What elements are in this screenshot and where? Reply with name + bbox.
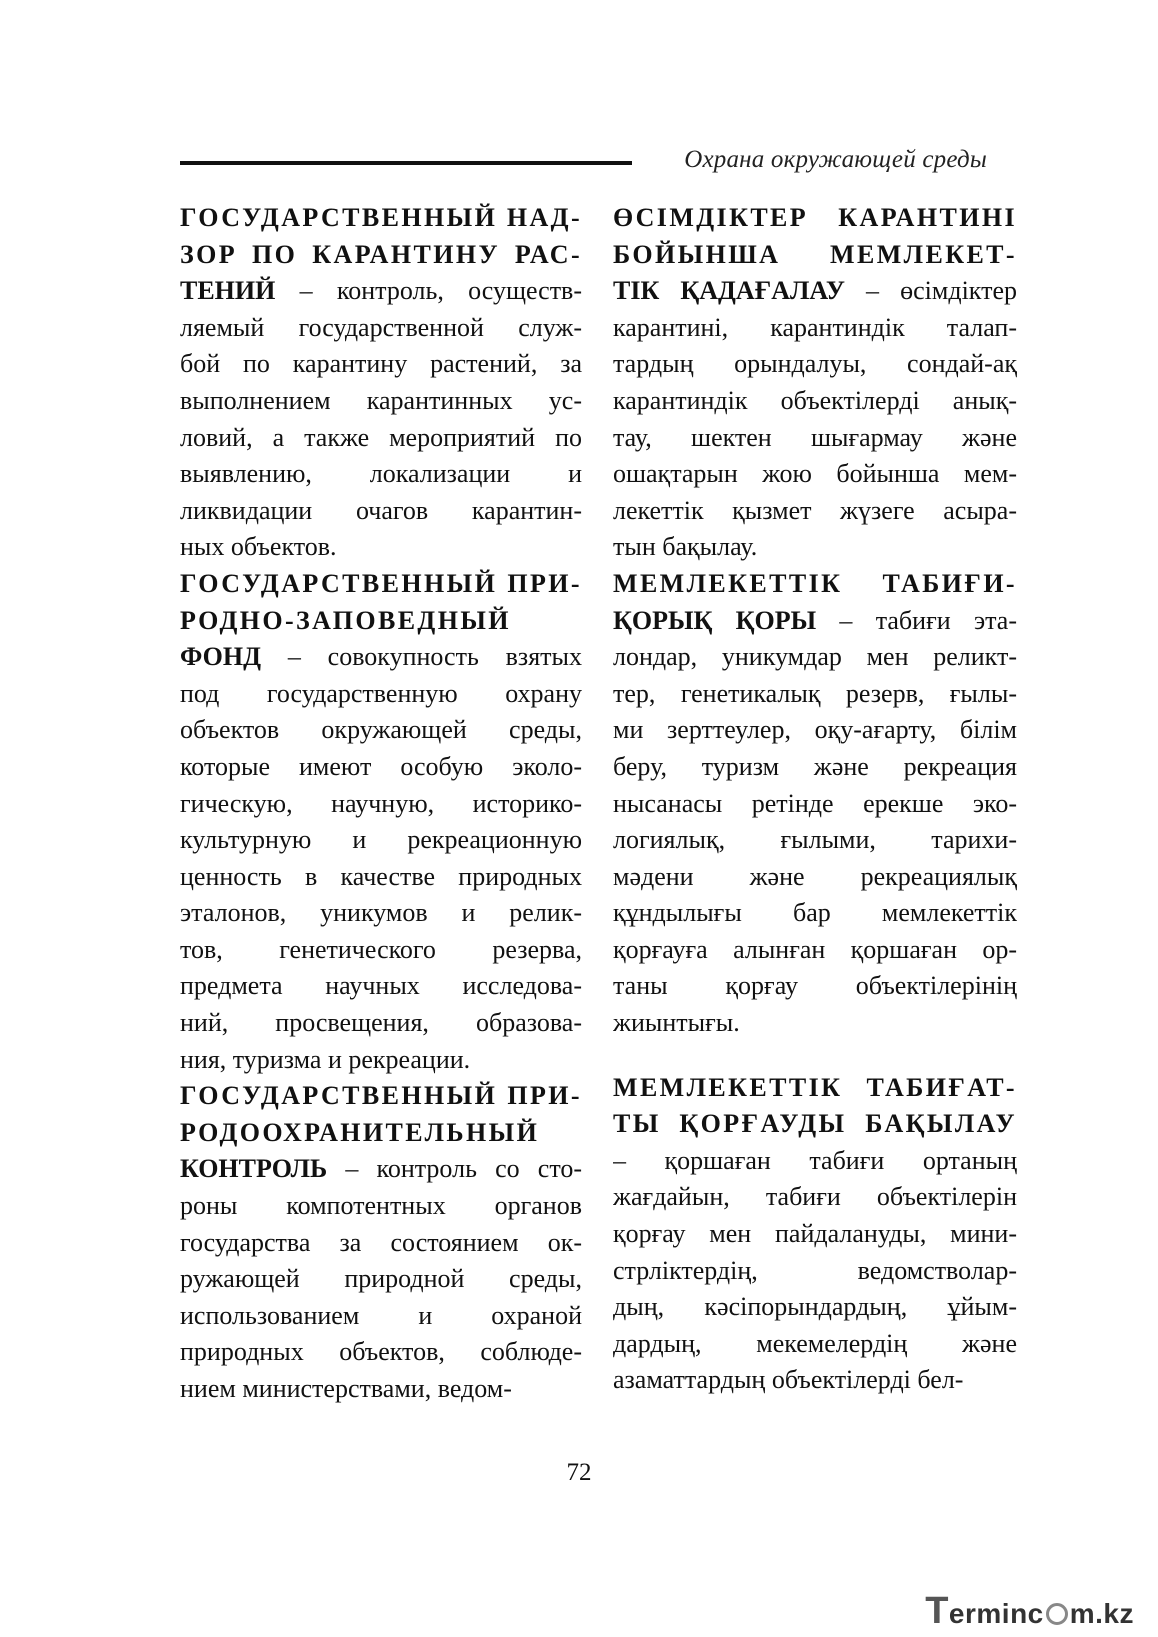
text-line (180, 639, 582, 676)
text-line (613, 1143, 1017, 1180)
dictionary-entry (613, 200, 1017, 566)
text-line (180, 200, 582, 237)
entry-definition: стрліктердің, ведомстволар- (613, 1255, 1017, 1285)
text-line (613, 383, 1017, 420)
entry-definition: тын бақылау. (613, 532, 758, 562)
site-watermark (925, 1590, 1134, 1633)
text-line (613, 1289, 1017, 1326)
watermark-suffix: m.kz (1069, 1598, 1134, 1629)
text-line (613, 786, 1017, 823)
entry-term: МЕМЛЕКЕТТІК ТАБИҒАТ- (613, 1072, 1017, 1102)
entry-definition: природных объектов, соблюде- (180, 1337, 582, 1367)
entry-term: КОНТРОЛЬ (180, 1154, 328, 1184)
text-line (613, 420, 1017, 457)
entry-definition: жиынтығы. (613, 1008, 740, 1038)
entry-definition: ловий, а также мероприятий по (180, 422, 582, 452)
dictionary-entry (613, 566, 1017, 1042)
text-line (613, 1070, 1017, 1107)
text-line (613, 603, 1017, 640)
entry-definition: – өсімдіктер (844, 276, 1017, 306)
text-line (613, 932, 1017, 969)
text-line (180, 1151, 582, 1188)
text-line (180, 493, 582, 530)
entry-definition: эталонов, уникумов и релик- (180, 898, 582, 928)
entry-term: ГОСУДАРСТВЕННЫЙ НАД- (180, 203, 582, 232)
text-line (180, 859, 582, 896)
text-line (613, 493, 1017, 530)
entry-term: РОДНО-ЗАПОВЕДНЫЙ (180, 605, 511, 635)
text-line (613, 859, 1017, 896)
text-line (613, 1179, 1017, 1216)
entry-definition: лекеттік қызмет жүзеге асыра- (613, 495, 1017, 525)
entry-term: ҚОРЫҚ ҚОРЫ (613, 605, 817, 635)
entry-definition: тер, генетикалық резерв, ғылы- (613, 678, 1017, 708)
text-line (613, 676, 1017, 713)
entry-definition: гическую, научную, историко- (180, 788, 582, 818)
entry-term: ГОСУДАРСТВЕННЫЙ ПРИ- (180, 1081, 582, 1111)
text-line (180, 456, 582, 493)
entry-definition: ружающей природной среды, (180, 1264, 582, 1294)
text-line (613, 456, 1017, 493)
dictionary-entry (180, 200, 582, 566)
entry-definition: ценность в качестве природных (180, 861, 582, 891)
entry-definition: – қоршаған табиғи ортаның (613, 1145, 1017, 1175)
text-line (613, 200, 1017, 237)
entry-definition: выявлению, локализации и (180, 459, 582, 489)
text-line (180, 749, 582, 786)
entry-definition: жағдайын, табиғи объектілерін (613, 1182, 1017, 1212)
entry-definition: использованием и охраной (180, 1300, 582, 1330)
entry-gap (613, 1042, 1017, 1070)
entry-definition: қорғауға алынған қоршаған ор- (613, 934, 1017, 964)
watermark-middle: erminc (948, 1598, 1044, 1629)
text-line (180, 420, 582, 457)
text-line (180, 1261, 582, 1298)
entry-definition: которые имеют особую эколо- (180, 751, 582, 781)
text-line (180, 1334, 582, 1371)
text-line (613, 1326, 1017, 1363)
text-line (180, 1005, 582, 1042)
running-title: Охрана окружающей среды (684, 146, 987, 173)
entry-definition: таны қорғау объектілерінің (613, 971, 1017, 1001)
entry-definition: карантині, карантиндік талап- (613, 312, 1017, 342)
text-line (613, 310, 1017, 347)
text-line (180, 1298, 582, 1335)
entry-definition: азаматтардың объектілерді бел- (613, 1365, 964, 1395)
entry-definition: объектов окружающей среды, (180, 715, 582, 745)
text-line (613, 566, 1017, 603)
entry-term: ТЕНИЙ (180, 276, 276, 306)
entry-term: ӨСІМДІКТЕР КАРАНТИНІ (613, 203, 1017, 232)
entry-definition: ошақтарын жою бойынша мем- (613, 459, 1017, 489)
text-line (180, 676, 582, 713)
text-line (613, 273, 1017, 310)
text-line (613, 968, 1017, 1005)
text-line (613, 712, 1017, 749)
text-line (180, 712, 582, 749)
text-line (613, 639, 1017, 676)
text-line (613, 1106, 1017, 1143)
entry-definition: выполнением карантинных ус- (180, 385, 582, 415)
text-line (180, 968, 582, 1005)
entry-definition: қорғау мен пайдалануды, мини- (613, 1219, 1017, 1249)
right-column (613, 200, 1017, 1399)
text-line (613, 346, 1017, 383)
text-line (180, 273, 582, 310)
dictionary-entry (180, 566, 582, 1078)
text-line (613, 237, 1017, 274)
entry-definition: тау, шектен шығармау және (613, 422, 1017, 452)
text-line (180, 822, 582, 859)
text-line (180, 310, 582, 347)
text-line (180, 529, 582, 566)
text-line (180, 895, 582, 932)
entry-definition: ний, просвещения, образова- (180, 1008, 582, 1038)
text-line (613, 529, 1017, 566)
entry-term: ТЫ ҚОРҒАУДЫ БАҚЫЛАУ (613, 1109, 1017, 1139)
entry-definition: тов, генетического резерва, (180, 934, 582, 964)
entry-definition: құндылығы бар мемлекеттік (613, 898, 1017, 928)
entry-definition: ных объектов. (180, 532, 337, 562)
text-line (613, 1005, 1017, 1042)
entry-definition: дардың, мекемелердің және (613, 1328, 1017, 1358)
search-icon (1046, 1603, 1068, 1625)
text-line (613, 1362, 1017, 1399)
text-line (613, 1253, 1017, 1290)
entry-definition: – контроль, осуществ- (275, 276, 582, 306)
text-line (180, 932, 582, 969)
entry-definition: культурную и рекреационную (180, 825, 582, 855)
text-line (613, 1216, 1017, 1253)
entry-definition: нием министерствами, ведом- (180, 1374, 512, 1403)
text-line (180, 566, 582, 603)
entry-term: ЗОР ПО КАРАНТИНУ РАС- (180, 239, 582, 269)
entry-definition: мәдени және рекреациялық (613, 861, 1017, 891)
entry-definition: – контроль со сто- (327, 1154, 582, 1184)
entry-definition: ния, туризма и рекреации. (180, 1044, 471, 1074)
text-line (180, 383, 582, 420)
entry-definition: предмета научных исследова- (180, 971, 582, 1001)
text-line (180, 603, 582, 640)
entry-definition: государства за состоянием ок- (180, 1227, 582, 1257)
text-line (180, 1225, 582, 1262)
entry-definition: логиялық, ғылыми, тарихи- (613, 825, 1017, 855)
text-line (180, 1371, 582, 1408)
page-number: 72 (566, 1459, 592, 1486)
text-line (180, 237, 582, 274)
entry-definition: ликвидации очагов карантин- (180, 495, 582, 525)
entry-definition: нысанасы ретінде ерекше эко- (613, 788, 1017, 818)
entry-definition: беру, туризм және рекреация (613, 751, 1017, 781)
dictionary-entry (180, 1078, 582, 1407)
entry-term: ГОСУДАРСТВЕННЫЙ ПРИ- (180, 568, 582, 598)
text-line (180, 1115, 582, 1152)
entry-definition: ляемый государственной служ- (180, 312, 582, 342)
entry-definition: тардың орындалуы, сондай-ақ (613, 349, 1017, 379)
text-line (180, 1078, 582, 1115)
entry-term: ТІК ҚАДАҒАЛАУ (613, 276, 845, 306)
header-rule (180, 161, 632, 165)
text-line (613, 822, 1017, 859)
entry-definition: – табиғи эта- (816, 605, 1017, 635)
entry-definition: роны компотентных органов (180, 1191, 582, 1221)
entry-definition: карантиндік объектілерді анық- (613, 385, 1017, 415)
entry-term: МЕМЛЕКЕТТІК ТАБИҒИ- (613, 568, 1017, 598)
dictionary-entry (613, 1070, 1017, 1399)
entry-term: БОЙЫНША МЕМЛЕКЕТ- (613, 239, 1017, 269)
watermark-prefix: T (925, 1590, 949, 1632)
entry-term: ФОНД (180, 642, 261, 672)
entry-definition: бой по карантину растений, за (180, 349, 582, 379)
text-line (180, 1042, 582, 1079)
entry-term: РОДООХРАНИТЕЛЬНЫЙ (180, 1117, 540, 1147)
text-line (180, 1188, 582, 1225)
text-line (180, 786, 582, 823)
entry-definition: дың, кәсіпорындардың, ұйым- (613, 1292, 1017, 1322)
entry-definition: – совокупность взятых (260, 642, 582, 672)
entry-definition: под государственную охрану (180, 678, 582, 708)
text-line (613, 749, 1017, 786)
entry-definition: лондар, уникумдар мен реликт- (613, 642, 1017, 672)
entry-definition: ми зерттеулер, оқу-ағарту, білім (613, 715, 1017, 745)
left-column (180, 200, 582, 1408)
text-line (613, 895, 1017, 932)
text-line (180, 346, 582, 383)
